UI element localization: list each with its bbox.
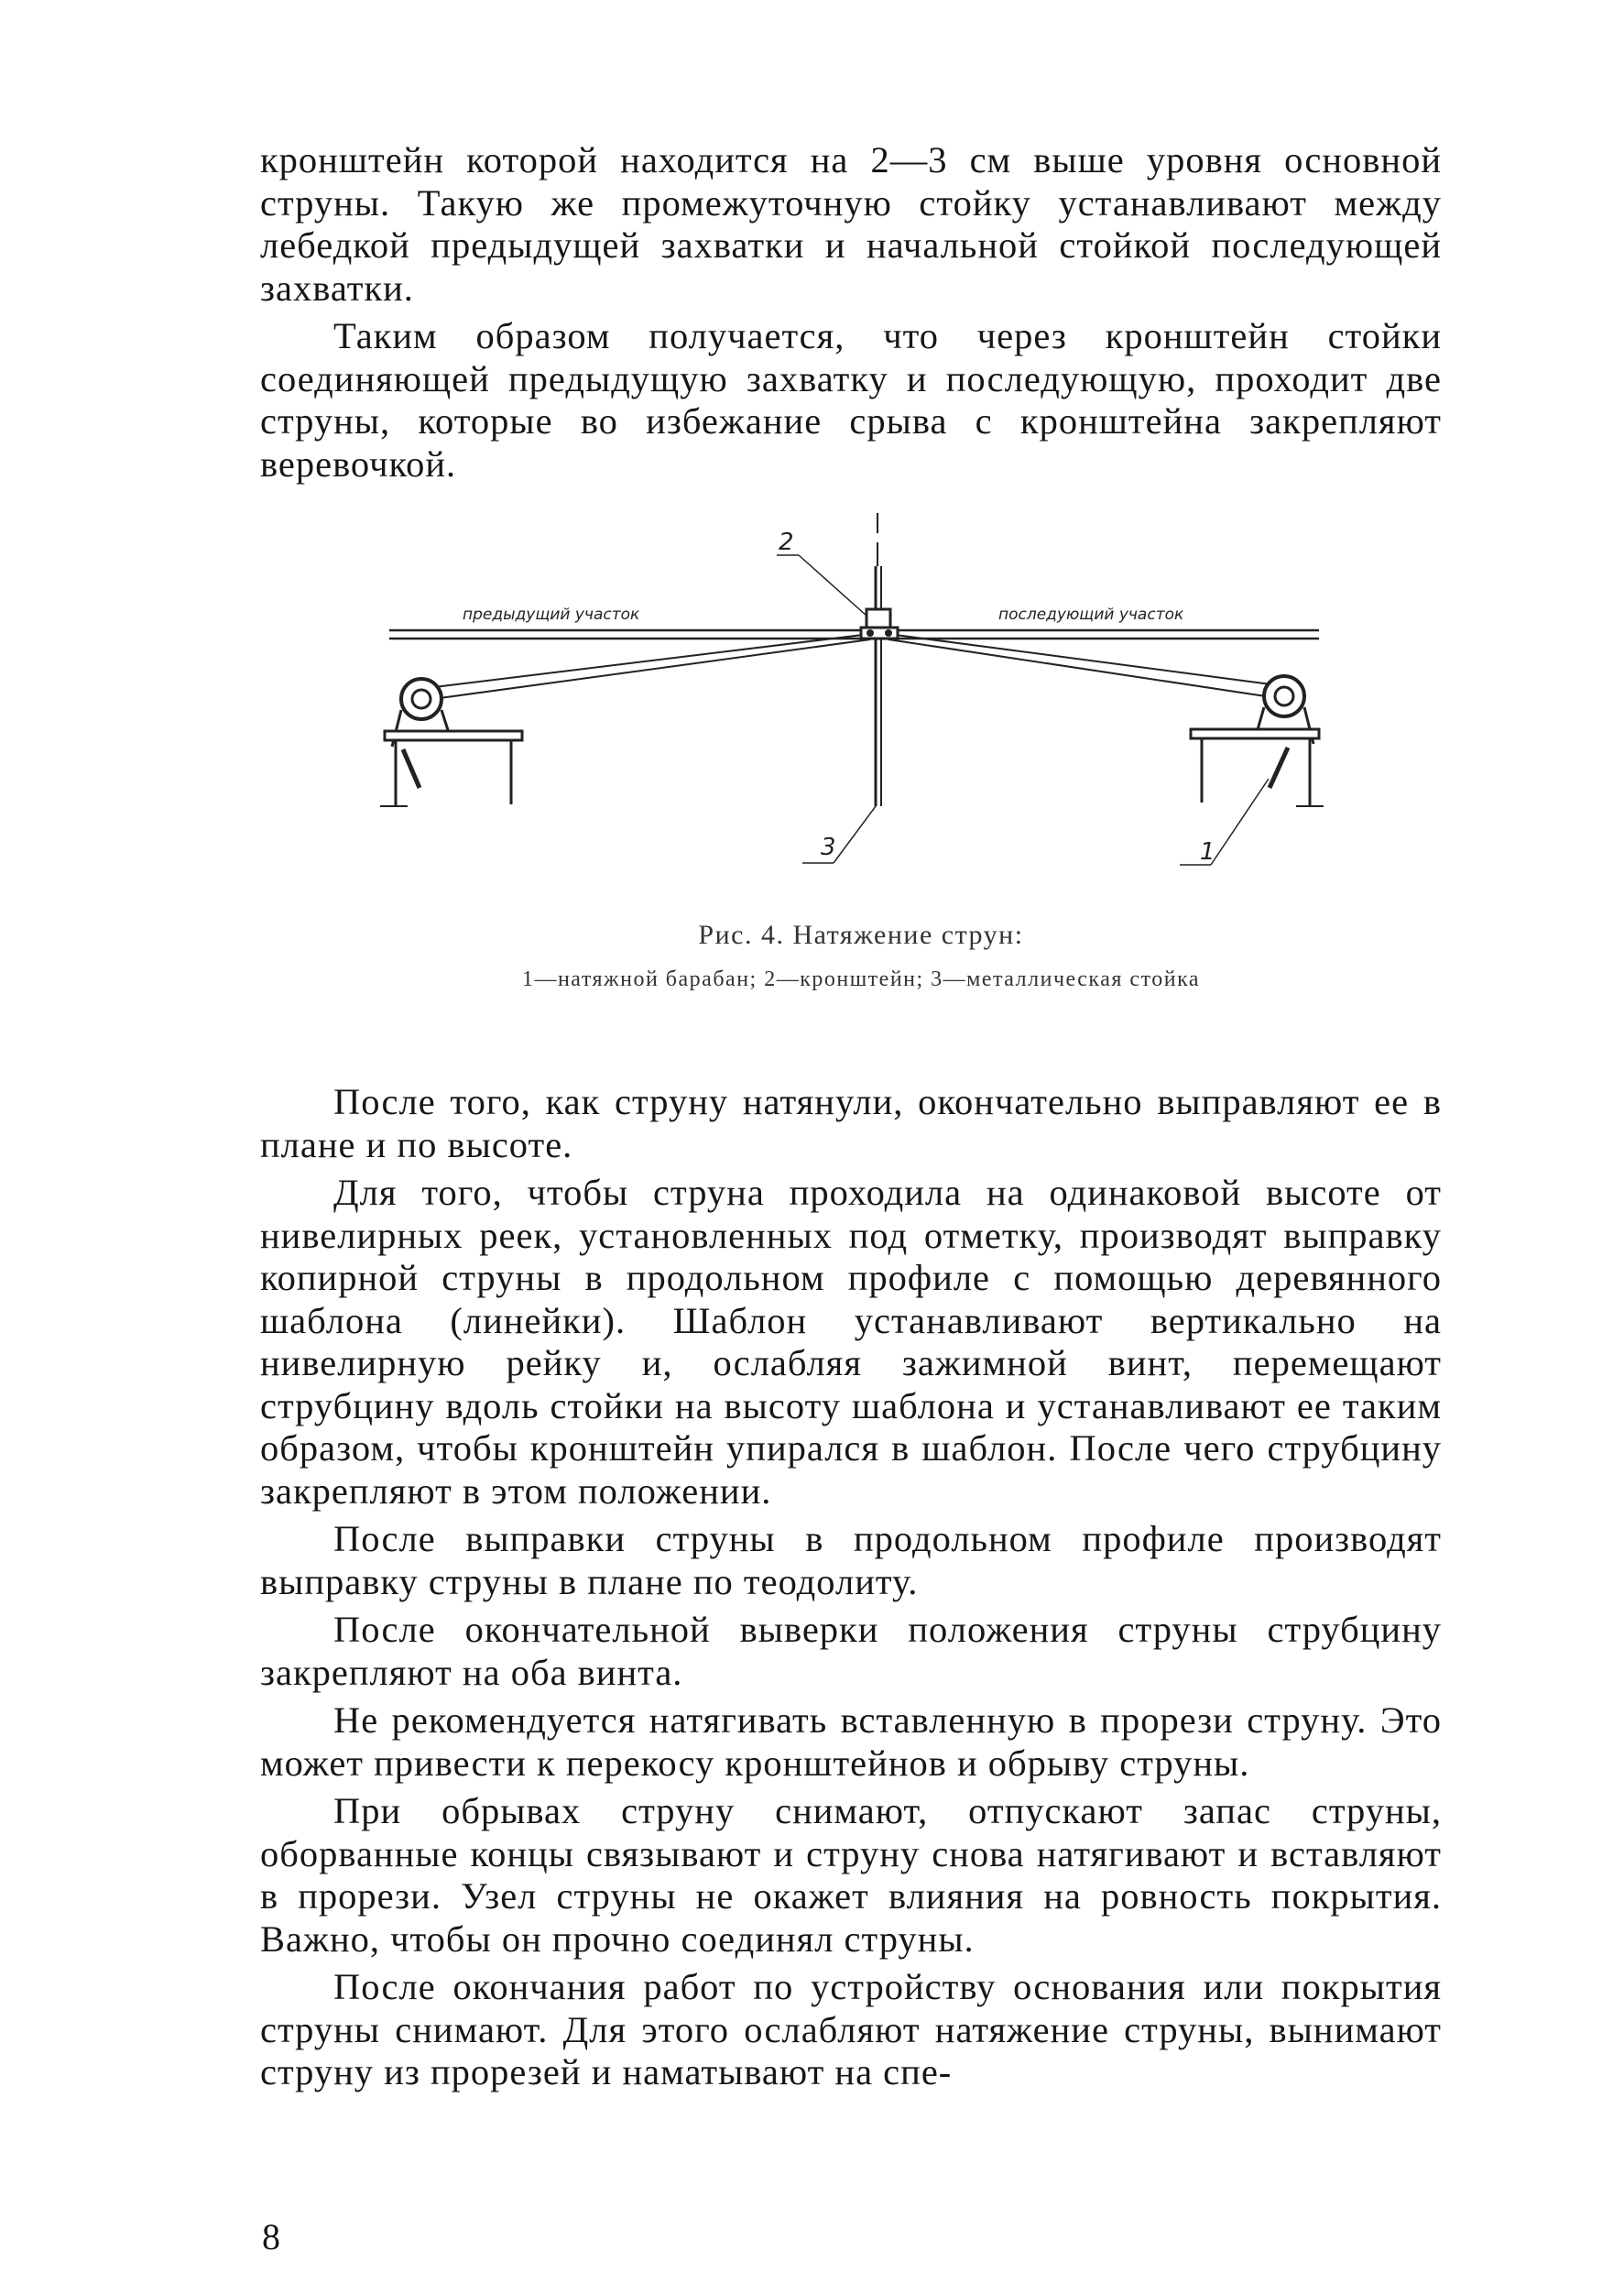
marker-3: 3 [821, 834, 836, 861]
right-drum-handle [1270, 748, 1288, 788]
paragraph: После окончания работ по устройству основания или покрытия струны снимают. Для этого ослабляют натяжение струны, вынимают струну из прорезей и наматывают на спе- [260, 1966, 1442, 2092]
page-number: 8 [262, 2216, 280, 2257]
label-previous-section: предыдущий участок [463, 606, 640, 624]
bracket [866, 609, 890, 628]
paragraph: Для того, чтобы струна проходила на одинаковой высоте от нивелирных реек, установленных под отметку, производят выправку копирной струны в продольном профиле с помощью деревянного шаблона (линейки). Шаблон устанавливают вертикально на нивелирную рейку и, ослабляя зажимной винт, перемещают струбцину вдоль стойки на высоту шаблона и устанавливают ее таким образом, чтобы кронштейн упирался в шаблон. После чего струбцину закрепляют в этом положении. [260, 1172, 1442, 1512]
marker-3-leader [834, 806, 876, 863]
figure-string-tension [376, 513, 1328, 898]
text-block-top [260, 139, 1442, 491]
left-string [420, 639, 870, 701]
right-drum [1264, 676, 1304, 716]
paragraph: После выправки струны в продольном профиле производят выправку струны в плане по теодолиту. [260, 1518, 1442, 1602]
paragraph: Таким образом получается, что через кронштейн стойки соединяющей предыдущую захватку и последующую, проходит две струны, которые во избежание срыва с кронштейна закрепляют веревочкой. [260, 315, 1442, 485]
bracket-bolt [866, 629, 874, 637]
left-drum [401, 679, 441, 719]
right-string [888, 634, 1278, 685]
text-block-bottom [260, 1081, 1442, 2100]
left-bench-top [385, 731, 522, 740]
figure-drawing [376, 513, 1328, 898]
marker-2-leader [799, 555, 866, 616]
paragraph: кронштейн которой находится на 2—3 см выше уровня основной струны. Такую же промежуточную стойку устанавливают между лебедкой предыдущей захватки и начальной стойкой последующей захватки. [260, 139, 1442, 309]
marker-2: 2 [779, 529, 794, 556]
left-drum-handle [403, 749, 420, 788]
right-string [888, 639, 1278, 698]
marker-1-leader [1211, 779, 1269, 865]
label-next-section: последующий участок [998, 606, 1184, 624]
paragraph: После окончательной выверки положения струны струбцину закрепляют на оба винта. [260, 1609, 1442, 1693]
right-bench-top [1191, 729, 1319, 738]
paragraph: Не рекомендуется натягивать вставленную в прорези струну. Это может привести к перекосу кронштейнов и обрыву струны. [260, 1699, 1442, 1784]
left-string [420, 634, 870, 689]
bracket-bolt [885, 629, 892, 637]
marker-1: 1 [1200, 838, 1215, 866]
figure-caption-legend: 1—натяжной барабан; 2—кронштейн; 3—металлическая стойка [521, 967, 1201, 991]
figure-caption-title: Рис. 4. Натяжение струн: [698, 920, 1024, 950]
paragraph: При обрывах струну снимают, отпускают запас струны, оборванные концы связывают и струну снова натягивают и вставляют в прорези. Узел струны не окажет влияния на ровность покрытия. Важно, чтобы он прочно соединял струны. [260, 1790, 1442, 1960]
paragraph: После того, как струну натянули, окончательно выправляют ее в плане и по высоте. [260, 1081, 1442, 1165]
